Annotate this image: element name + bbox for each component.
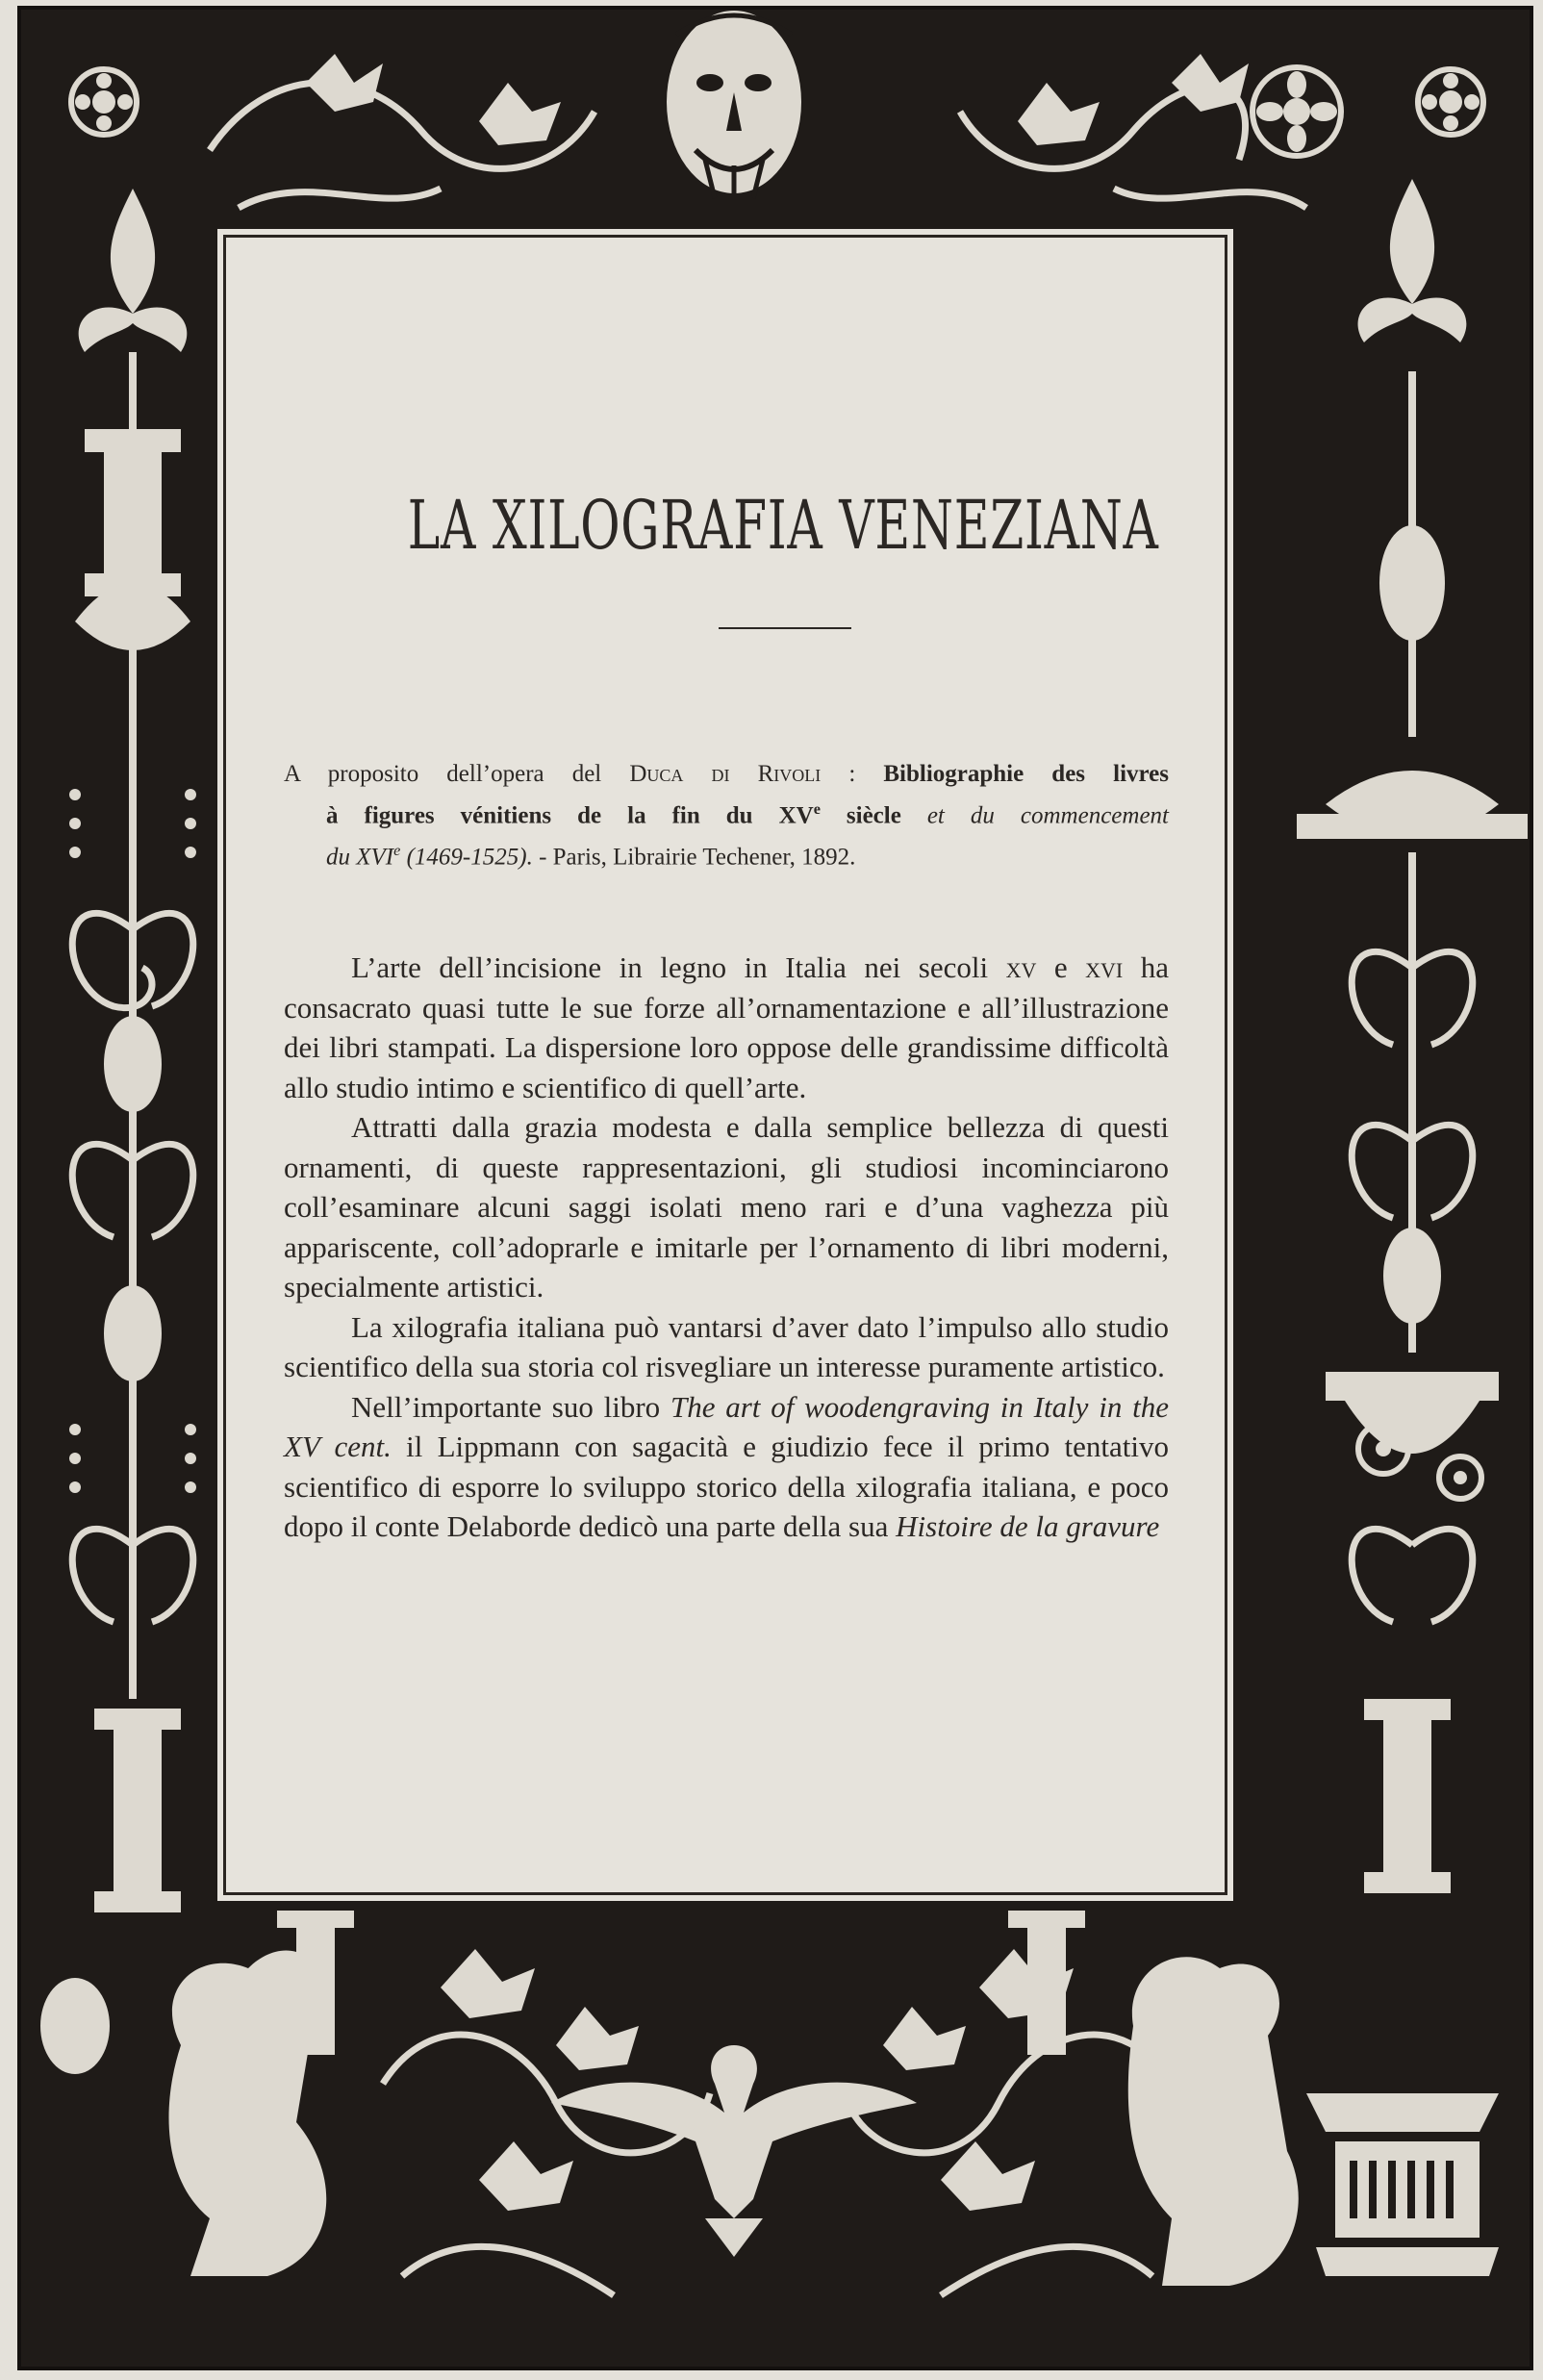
text-run: xv (1005, 950, 1037, 984)
citation-line (284, 833, 1169, 874)
paragraph (284, 1387, 1169, 1547)
text-run: siècle (820, 802, 901, 829)
text-run: il Lippmann con sagacità e giudizio fece il primo tentativo scientifico di esporre lo sviluppo storico della xilografia italiana, e poco dopo il conte Delaborde dedicò una parte della sua (284, 1430, 1170, 1543)
page-title: LA XILOGRAFIA VENEZIANA (407, 486, 1159, 565)
text-run: Histoire de la gravure (896, 1509, 1160, 1543)
text-run: et du commencement (900, 802, 1169, 829)
text-run: du XVI (326, 844, 394, 871)
text-run: The art of woodengraving in Italy in the XV cent. (284, 1389, 1169, 1463)
text-run: (1469-1525). (400, 844, 533, 871)
text-run: à figures vénitiens de la fin du XV (326, 802, 814, 829)
bibliographic-citation (284, 757, 1169, 875)
text-run: Attratti dalla grazia modesta e dalla semplice bellezza di questi ornamenti, di queste rappresentazioni, gli studiosi incominciarono coll’esaminare alcuni saggi isolati meno rari e d’una vaghezza più appariscente, coll’adoprarle e imitarle per l’ornamento di libri moderni, specialmente artistici. (284, 1110, 1169, 1304)
text-run: L’arte dell’incisione in legno in Italia nei secoli (351, 950, 1006, 984)
text-run: e (1036, 950, 1086, 984)
citation-line (284, 792, 1169, 833)
text-panel (223, 235, 1227, 1895)
paragraph (284, 1307, 1169, 1387)
citation-line (284, 757, 1169, 792)
article-body (284, 948, 1169, 1547)
text-run: Bibliographie des livres (883, 761, 1169, 787)
text-run: La xilografia italiana può vantarsi d’aver dato l’impulso allo studio scientifico della sua storia col risvegliare un interesse puramente artistico. (284, 1309, 1169, 1383)
text-run: Nell’importante suo libro (351, 1389, 670, 1424)
text-run: - Paris, Librairie Techener, 1892. (532, 844, 856, 871)
text-run: e (813, 800, 821, 818)
text-run: : (821, 761, 884, 787)
text-run: Duca di Rivoli (629, 761, 822, 787)
text-run: xvi (1085, 950, 1124, 984)
text-run: e (393, 842, 401, 860)
title-rule (719, 627, 851, 629)
text-run: A proposito dell’opera del (284, 761, 630, 787)
paragraph (284, 948, 1169, 1107)
paragraph (284, 1107, 1169, 1307)
text-run: ha consacrato quasi tutte le sue forze all’ornamentazione e all’illustrazione dei libri stampati. La dispersione loro oppose delle grandissime difficoltà allo studio intimo e scientifico di quell’arte. (284, 950, 1169, 1104)
